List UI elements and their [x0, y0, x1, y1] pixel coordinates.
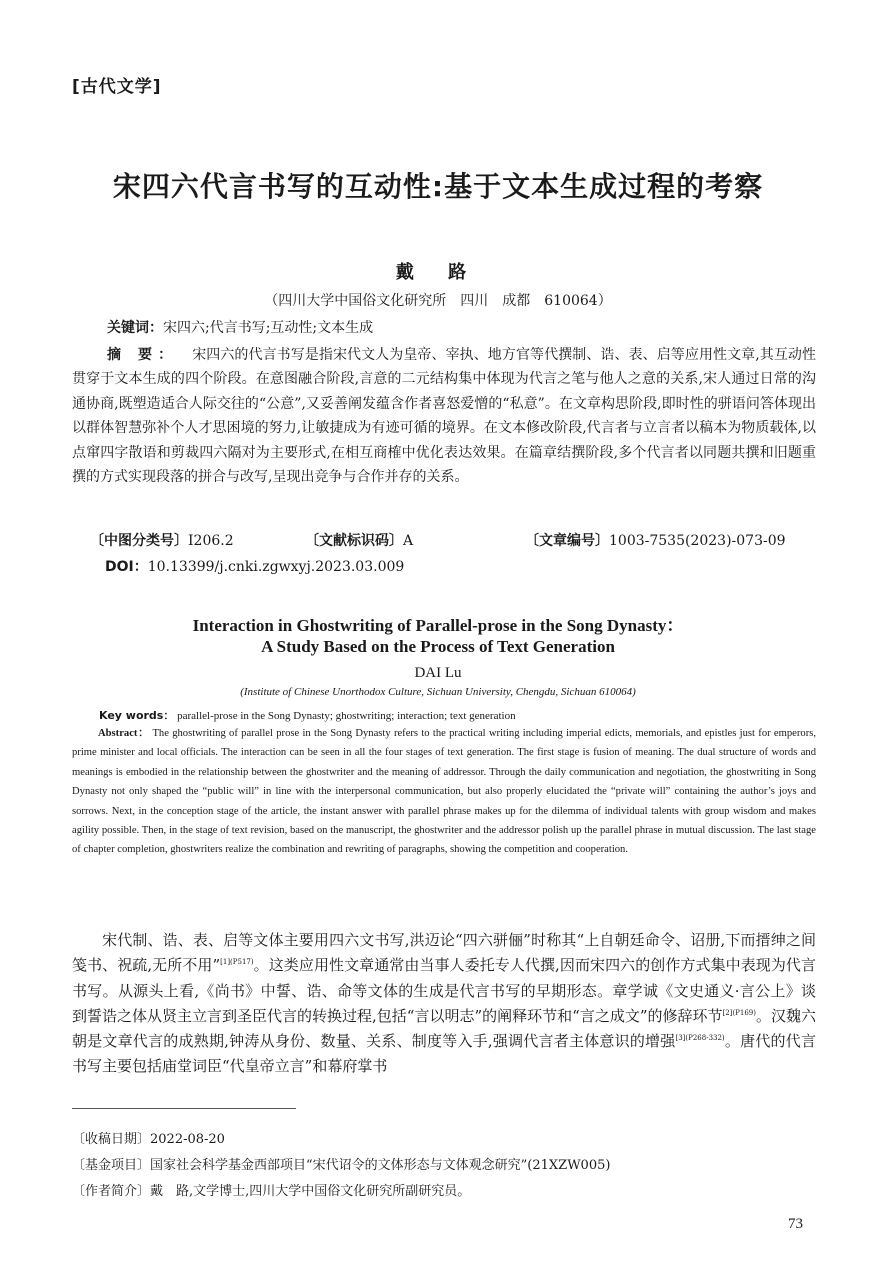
body-text-1: 宋代制、诰、表、启等文体主要用四六文书写,洪迈论“四六骈俪”时称其“上自朝廷命令、诏册,下而搢绅之间笺书、祝疏,无所不用”: [72, 931, 816, 975]
chinese-abstract-label: 摘 要：: [107, 347, 179, 363]
body-text-2: 。这类应用性文章通常由当事人委托专人代撰,因而宋四六的创作方式集中表现为代言书写。从源头上看,《尚书》中誓、诰、命等文体的生成是代言书写的早期形态。章学诚《文史通义·言公上》谈到誓诰之体从贤主立言到圣臣代言的转换过程,包括“言以明志”的阐释环节和“言之成文”的修辞环节: [72, 956, 817, 1025]
chinese-keywords-label: 关键词：: [107, 320, 163, 336]
doi-value: 10.13399/j.cnki.zgwxyj.2023.03.009: [147, 559, 405, 575]
footnote-divider: [72, 1108, 296, 1109]
footnote-author-bio: 〔作者简介〕戴 路,文学博士,四川大学中国俗文化研究所副研究员。: [72, 1184, 471, 1199]
article-number-label: 〔文章编号〕: [525, 533, 609, 549]
body-text-3: 。汉魏六朝是文章代言的成熟期,钟涛从身份、数量、关系、制度等入手,强调代言者主体意识的增强: [72, 1006, 816, 1051]
english-author: DAI Lu: [414, 665, 462, 681]
clc-number: [90, 530, 234, 550]
english-keywords: [99, 707, 516, 723]
page-number: 73: [788, 1216, 803, 1232]
document-code-label: 〔文献标识码〕: [305, 533, 403, 549]
chinese-keywords: [107, 317, 373, 337]
document-code: [305, 530, 413, 550]
english-abstract-label: Abstract：: [98, 728, 150, 739]
body-text-4: 。唐代的代言书写主要包括庙堂词臣“代皇帝立言”和幕府掌书: [72, 1032, 816, 1076]
english-abstract-text: The ghostwriting of parallel prose in the Song Dynasty refers to the practical writing including imperial edicts, memorials, and epistles just for emperors, prime minister and local officials. The interaction can be seen in all the four stages of text generation. The first stage is fusion of meaning. The dual structure of words and meanings is embodied in the relationship between the ghostwriter and the meaning of addressor. Through the daily communication and negotiation, the ghostwriting in Song Dynasty not only shaped the “public will” in line with the interpersonal communication, but also properly elucidated the “private will” containing the author’s joys and sorrows. Next, in the conception stage of the article, the instant answer with parallel phrase makes up for the dilemma of individual talents with group wisdom and makes agility possible. Then, in the stage of text revision, based on the manuscript, the ghostwriter and the addressor polish up the parallel phrase in mutual discussion. The last stage of chapter completion, ghostwriters realize the combination and rewriting of paragraphs, showing the competition and cooperation.: [72, 728, 817, 856]
english-keywords-text: parallel-prose in the Song Dynasty; ghostwriting; interaction; text generation: [177, 710, 516, 722]
section-tag: [古代文学]: [72, 77, 162, 97]
chinese-affiliation: （四川大学中国俗文化研究所 四川 成都 610064）: [264, 293, 612, 309]
chinese-author: 戴 路: [395, 262, 481, 283]
english-keywords-label: Key words：: [99, 709, 175, 722]
english-title-line1: Interaction in Ghostwriting of Parallel-prose in the Song Dynasty：: [192, 616, 684, 635]
citation-2: [2](P169): [722, 1008, 756, 1017]
body-paragraph: [72, 928, 816, 1080]
clc-label: 〔中图分类号〕: [90, 533, 188, 549]
chinese-title: 宋四六代言书写的互动性:基于文本生成过程的考察: [112, 170, 764, 203]
chinese-abstract-text: 宋四六的代言书写是指宋代文人为皇帝、宰执、地方官等代撰制、诰、表、启等应用性文章,其互动性贯穿于文本生成的四个阶段。在意图融合阶段,言意的二元结构集中体现为代言之笔与他人之意的关系,宋人通过日常的沟通协商,既塑造适合人际交往的“公意”,又妥善阐发蕴含作者喜怒爱憎的“私意”。在文章构思阶段,即时性的骈语问答体现出以群体智慧弥补个人才思困境的努力,让敏捷成为有迹可循的境界。在文本修改阶段,代言者与立言者以稿本为物质载体,以点窜四字散语和剪裁四六隔对为主要形式,在相互商榷中优化表达效果。在篇章结撰阶段,多个代言者以同题共撰和旧题重撰的方式实现段落的拼合与改写,呈现出竞争与合作并存的关系。: [72, 347, 817, 486]
doi: [105, 556, 404, 576]
article-number-value: 1003-7535(2023)-073-09: [609, 533, 786, 549]
english-affiliation: (Institute of Chinese Unorthodox Culture, Sichuan University, Chengdu, Sichuan 610064): [240, 686, 636, 698]
clc-value: I206.2: [188, 533, 234, 549]
chinese-keywords-text: 宋四六;代言书写;互动性;文本生成: [163, 320, 374, 336]
citation-3: [3](P268-332): [675, 1034, 725, 1043]
citation-1: [1](P517): [220, 958, 254, 967]
footnote-received: 〔收稿日期〕2022-08-20: [72, 1132, 225, 1147]
chinese-abstract: [72, 343, 816, 489]
document-code-value: A: [403, 533, 414, 549]
english-abstract: [72, 724, 816, 860]
english-title-line2: A Study Based on the Process of Text Generation: [261, 637, 615, 656]
doi-label: DOI：: [105, 559, 148, 575]
footnote-fund: 〔基金项目〕国家社会科学基金西部项目“宋代诏令的文体形态与文体观念研究”(21XZW005): [72, 1158, 611, 1173]
article-number: [525, 530, 786, 550]
